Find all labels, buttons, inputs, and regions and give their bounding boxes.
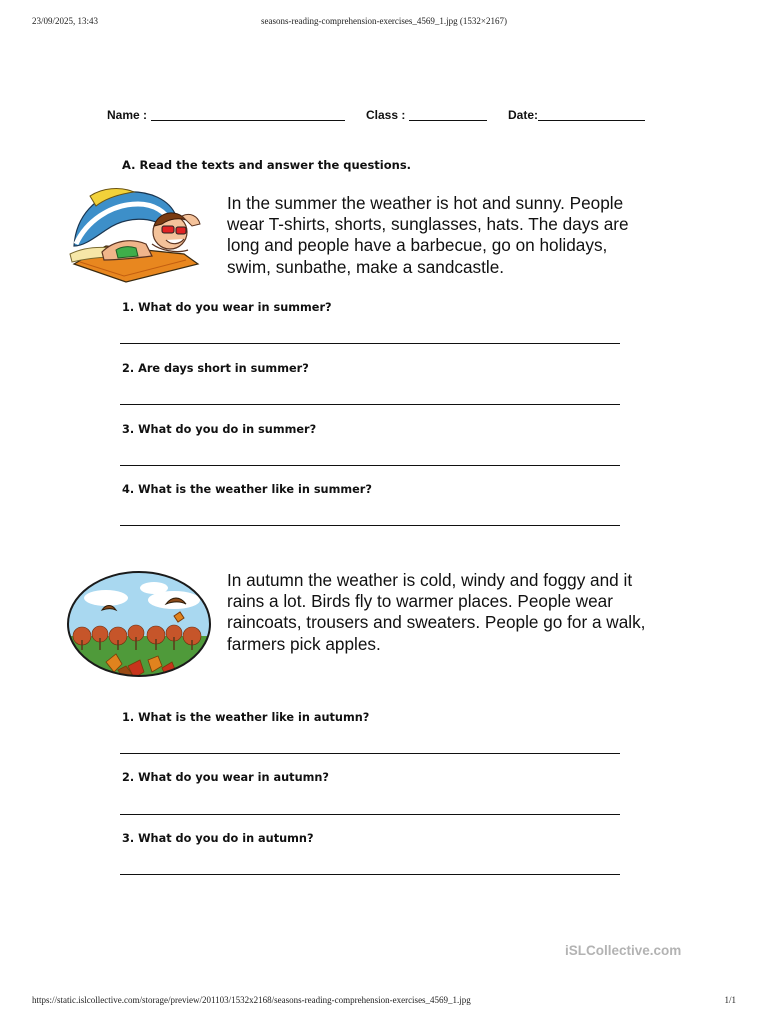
autumn-passage-line: raincoats, trousers and sweaters. People go for a walk, (227, 612, 646, 633)
summer-answer-line-1[interactable] (120, 343, 620, 344)
autumn-answer-line-2[interactable] (120, 814, 620, 815)
print-page-number: 1/1 (724, 995, 736, 1005)
class-field (366, 108, 405, 122)
autumn-answer-line-1[interactable] (120, 753, 620, 754)
summer-answer-line-2[interactable] (120, 404, 620, 405)
autumn-question-2: 2. What do you wear in autumn? (122, 771, 329, 784)
summer-passage-line: long and people have a barbecue, go on holidays, (227, 235, 608, 256)
summer-answer-line-3[interactable] (120, 465, 620, 466)
summer-passage-line: swim, sunbathe, make a sandcastle. (227, 256, 505, 277)
autumn-passage-line: In autumn the weather is cold, windy and foggy and it (227, 570, 633, 590)
boy-sunbathing-beach-icon (66, 186, 208, 290)
autumn-answer-line-3[interactable] (120, 874, 620, 875)
date-blank (538, 108, 645, 121)
autumn-passage-line: farmers pick apples. (227, 633, 381, 654)
print-file-title: seasons-reading-comprehension-exercises_4569_1.jpg (1532×2167) (260, 16, 507, 26)
print-url[interactable]: https://static.islcollective.com/storage/preview/201103/1532x2168/seasons-reading-comprehension-exercises_4569_1.jpg (32, 995, 471, 1005)
date-label: Date: (508, 108, 539, 122)
summer-passage (227, 193, 727, 278)
autumn-question-3: 3. What do you do in autumn? (122, 832, 314, 845)
autumn-birds-trees-icon (66, 570, 212, 682)
name-field (107, 108, 147, 122)
date-field (508, 108, 538, 122)
instruction-text: A. Read the texts and answer the questions. (122, 158, 412, 172)
print-datetime: 23/09/2025, 13:43 (32, 16, 99, 26)
summer-question-3: 3. What do you do in summer? (122, 423, 317, 436)
summer-question-4: 4. What is the weather like in summer? (122, 483, 372, 496)
summer-passage-line: In the summer the weather is hot and sunny. People (227, 193, 624, 213)
class-blank (409, 108, 487, 121)
islcollective-watermark: iSLCollective.com (565, 943, 682, 958)
summer-answer-line-4[interactable] (120, 525, 620, 526)
summer-question-2: 2. Are days short in summer? (122, 362, 309, 375)
class-label: Class : (366, 108, 406, 122)
autumn-question-1: 1. What is the weather like in autumn? (122, 711, 370, 724)
summer-passage-line: wear T-shirts, shorts, sunglasses, hats. The days are (227, 214, 629, 235)
autumn-passage-line: rains a lot. Birds fly to warmer places. People wear (227, 591, 613, 612)
name-label: Name : (107, 108, 148, 122)
summer-question-1: 1. What do you wear in summer? (122, 301, 332, 314)
autumn-passage (227, 570, 727, 655)
name-blank (151, 108, 345, 121)
